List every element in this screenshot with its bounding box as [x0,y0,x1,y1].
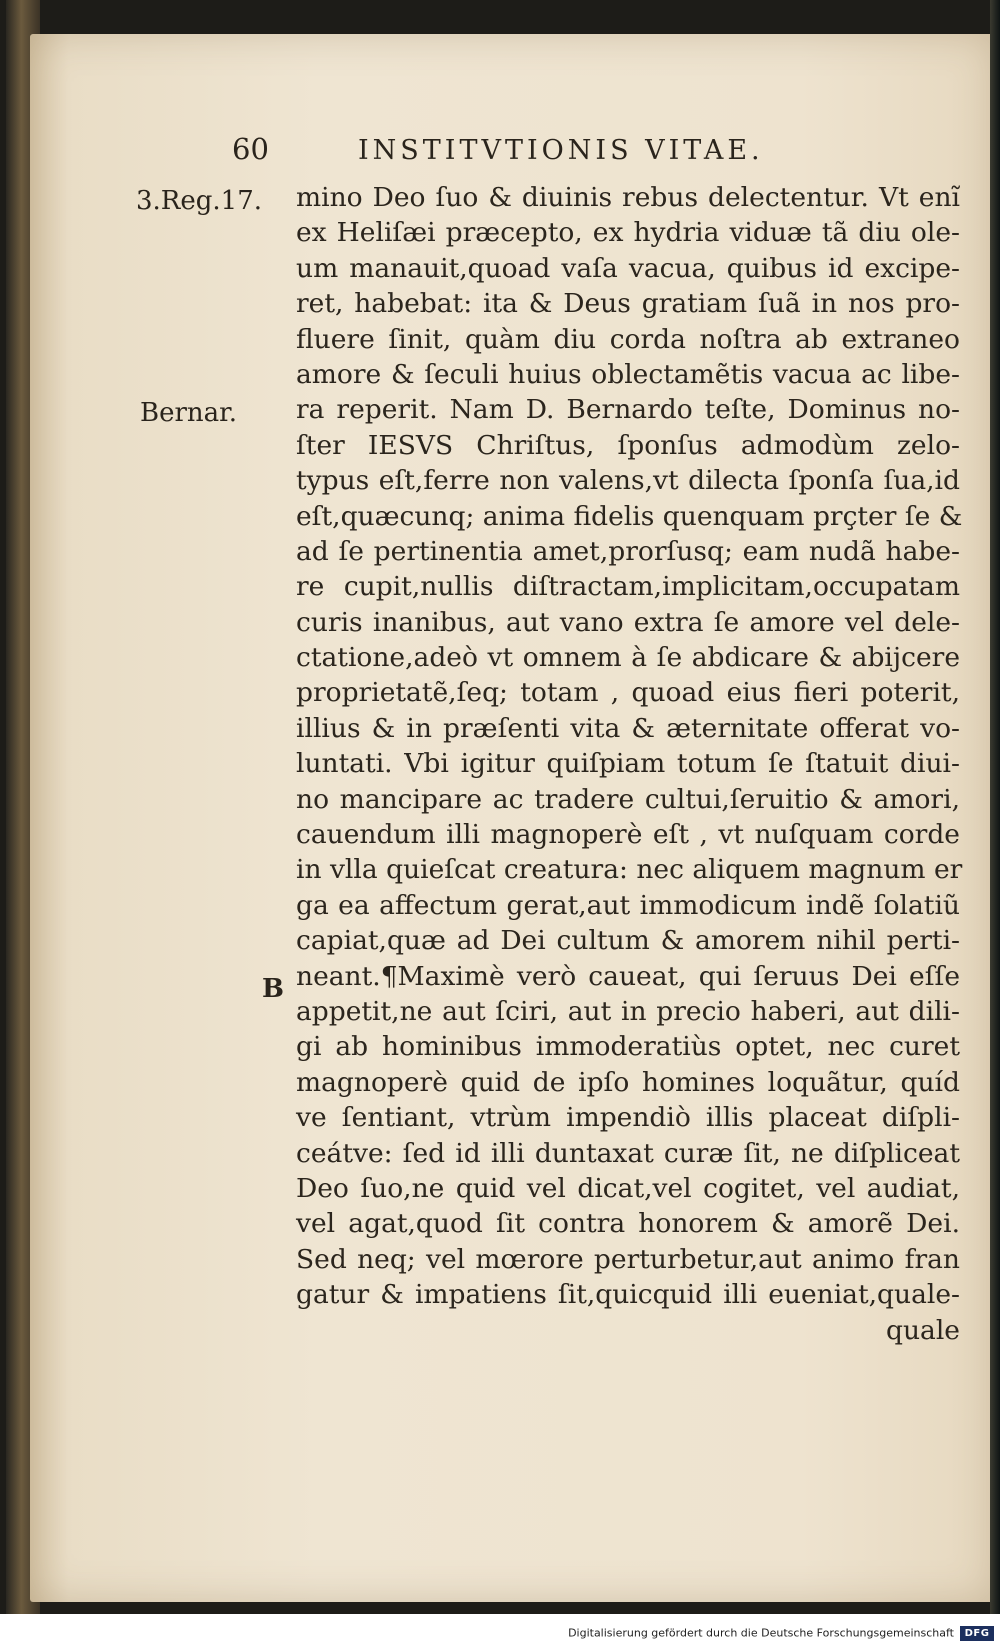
text-line: ceátve: ſed id illi duntaxat curæ ſit, ne diſpliceat [296,1137,960,1169]
text-line: neant.¶Maximè verò caueat, qui ſeruus Dei eſſe [296,960,960,992]
text-line: gatur & impatiens ſit,quicquid illi eueniat,quale- [296,1279,960,1311]
dfg-logo: DFG [960,1626,994,1641]
text-line: curis inanibus, aut vano extra ſe amore vel dele- [296,606,960,638]
text-line: Sed neq; vel mœrore perturbetur,aut animo fran [296,1243,960,1275]
margin-note-bernar: Bernar. [140,398,238,428]
text-line: vel agat,quod ſit contra honorem & amorẽ Dei. [296,1208,960,1240]
text-line: fluere ſinit, quàm diu corda noſtra ab extraneo [296,323,960,355]
margin-note-b: B [262,974,284,1004]
text-line: appetit,ne aut ſciri, aut in precio haberi, aut dili- [296,995,960,1027]
text-line: no mancipare ac tradere cultui,ſeruitio & amori, [296,783,960,815]
text-line: ret, habebat: ita & Deus gratiam ſuã in nos pro- [296,288,960,320]
page-number: 60 [232,132,269,166]
text-line: magnoperè quid de ipſo homines loquãtur, quíd [296,1066,960,1098]
text-line: ga ea affectum gerat,aut immodicum indẽ ſolatiũ [296,889,960,921]
body-text [296,180,963,1348]
text-line: ad ſe pertinentia amet,prorſusq; eam nudã habe- [296,535,960,567]
text-line: re cupit,nullis diſtractam,implicitam,occupatam [296,571,960,603]
text-line: ctatione,adeò vt omnem à ſe abdicare & abijcere [296,642,960,674]
text-line: Deo ſuo,ne quid vel dicat,vel cogitet, vel audiat, [296,1172,960,1204]
text-line: luntati. Vbi igitur quiſpiam totum ſe ſtatuit diui- [296,748,960,780]
margin-note-reg: 3.Reg.17. [136,186,263,216]
text-line: gi ab hominibus immoderatiùs optet, nec curet [296,1031,960,1063]
text-line: in vlla quieſcat creatura: nec aliquem magnum er [296,854,963,886]
text-line: ra reperit. Nam D. Bernardo teſte, Dominus no- [296,394,960,426]
text-line: eſt,quæcunq; anima fidelis quenquam prçter ſe & [296,500,963,532]
text-line: cauendum illi magnoperè eſt , vt nuſquam corde [296,819,960,851]
text-line: proprietatẽ,ſeq; totam , quoad eius fieri poterit, [296,677,960,709]
catchword: quale [886,1314,960,1346]
running-title: INSTITVTIONIS VITAE. [358,135,764,166]
page-header [232,132,852,172]
text-line: capiat,quæ ad Dei cultum & amorem nihil perti- [296,925,960,957]
text-line: typus eſt,ferre non valens,vt dilecta ſponſa ſua,id [296,465,960,497]
text-line: ſter IESVS Chriſtus, ſponſus admodùm zelo- [296,429,960,461]
text-line: mino Deo ſuo & diuinis rebus delectentur. Vt enĩ [296,182,960,213]
text-line: illius & in præſenti vita & æternitate offerat vo- [296,712,960,744]
funding-note: Digitalisierung gefördert durch die Deutsche Forschungsgemeinschaft [568,1626,954,1640]
text-line: ve ſentiant, vtrùm impendiò illis placeat diſpli- [296,1102,960,1134]
text-line: amore & ſeculi huius oblectamẽtis vacua ac libe- [296,358,960,390]
text-line: ex Heliſæi præcepto, ex hydria viduæ tã diu ole- [296,217,960,249]
book-right-edge [990,0,1000,1614]
text-line: um manauit,quoad vaſa vacua, quibus id excipe- [296,252,960,284]
